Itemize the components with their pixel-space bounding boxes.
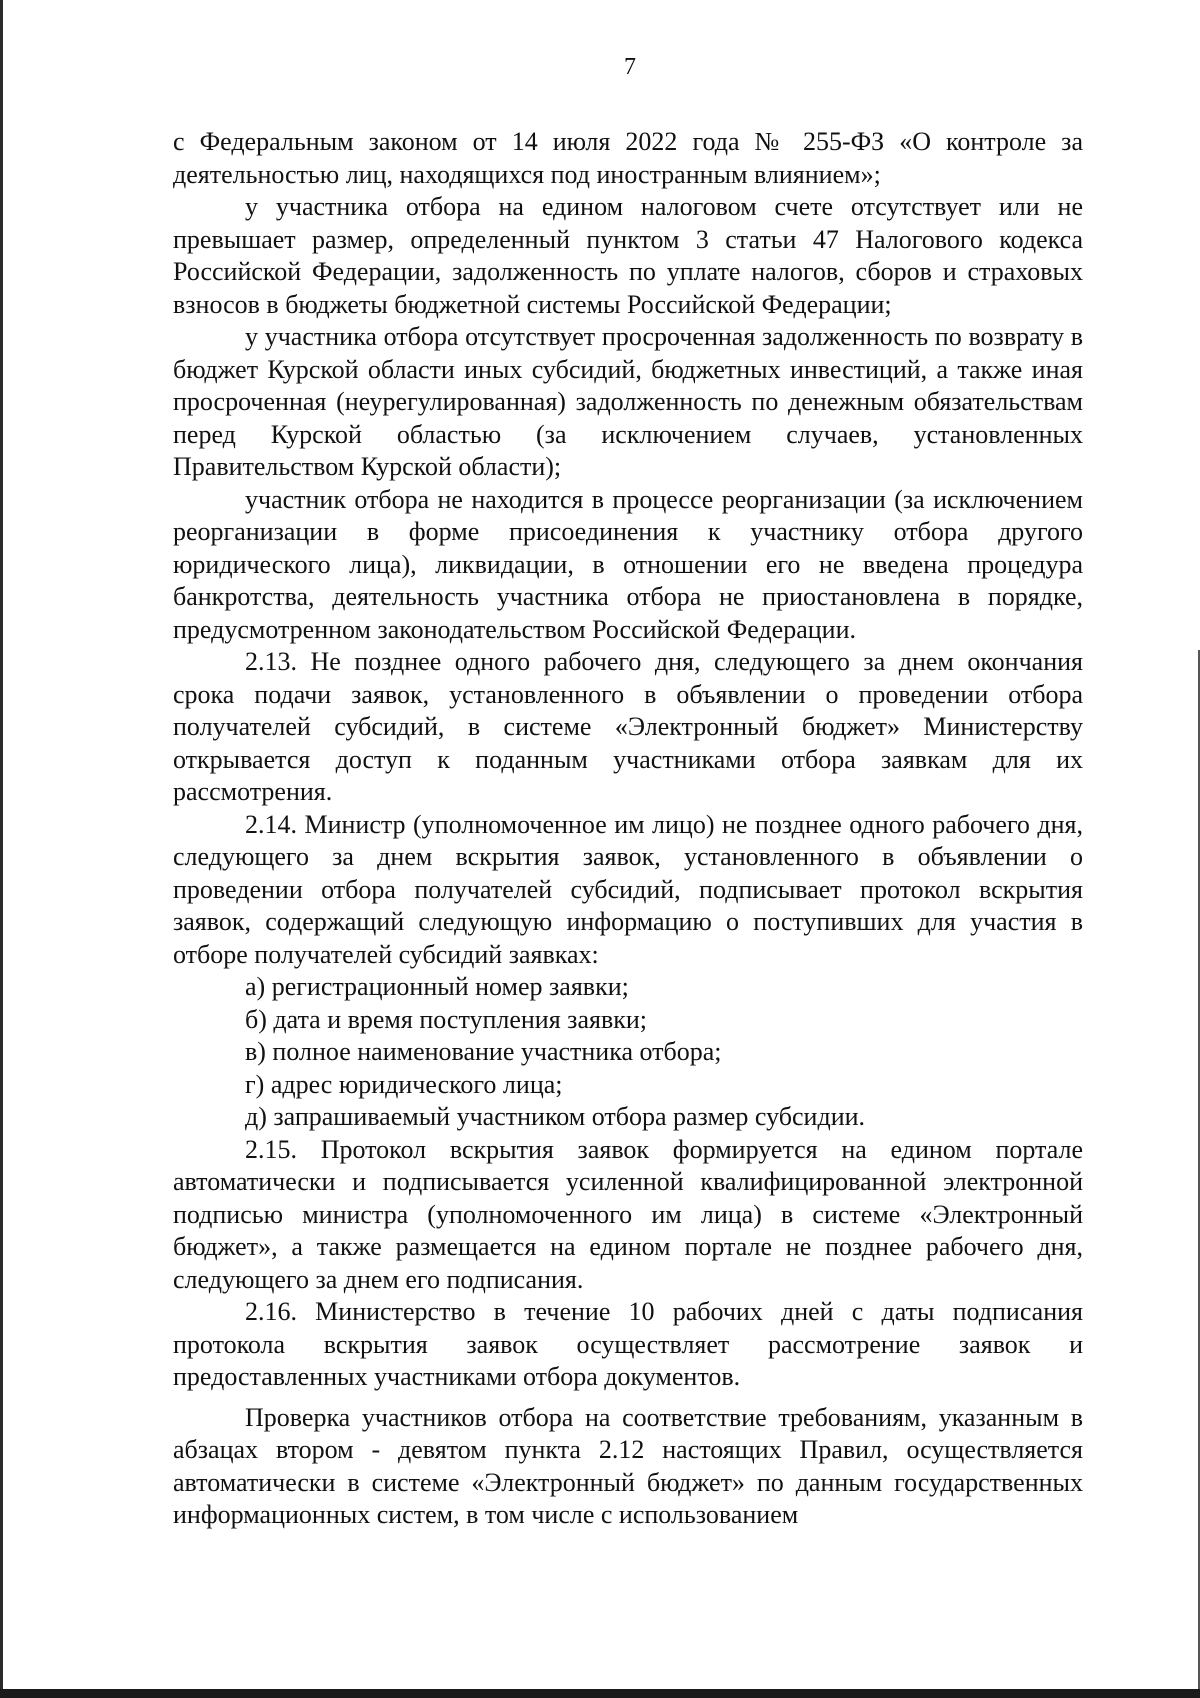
list-item-d: д) запрашиваемый участником отбора размер субсидии. <box>245 1102 866 1131</box>
page-number: 7 <box>624 54 636 80</box>
paragraph-2-14: 2.14. Министр (уполномоченное им лицо) не позднее одного рабочего дня, следующего за днем вскрытия заявок, установленного в объявлении о проведении отбора получателей субсидий, подписывает протокол вскрытия заявок, содержащий следующую информацию о поступивших для участия в отборе получателей субсидий заявках: <box>173 809 1083 969</box>
paragraph-reorganization: участник отбора не находится в процессе реорганизации (за исключением реорганизации в форме присоединения к участнику отбора другого юридического лица), ликвидации, в отношении его не введена процедура банкротства, деятельность участника отбора не приостановлена в порядке, предусмотренном законодательством Российской Федерации. <box>173 484 1083 644</box>
paragraph-continuation: с Федеральным законом от 14 июля 2022 года № 255-ФЗ «О контроле за деятельностью лиц, находящихся под иностранным влиянием»; <box>173 127 1083 189</box>
scan-border-left <box>0 0 3 1698</box>
paragraph-2-16: 2.16. Министерство в течение 10 рабочих дней с даты подписания протокола вскрытия заявок осуществляет рассмотрение заявок и предоставленных участниками отбора документов. <box>173 1297 1083 1391</box>
document-body <box>173 126 1083 1532</box>
list-item-a: а) регистрационный номер заявки; <box>245 972 629 1001</box>
paragraph-verification: Проверка участников отбора на соответствие требованиям, указанным в абзацах втором - девятом пункта 2.12 настоящих Правил, осуществляется автоматически в системе «Электронный бюджет» по данным государственных информационных систем, в том числе с использованием <box>173 1402 1083 1529</box>
scan-border-bottom <box>0 1689 1200 1698</box>
paragraph-tax-debt: у участника отбора на едином налоговом счете отсутствует или не превышает размер, определенный пунктом 3 статьи 47 Налогового кодекса Российской Федерации, задолженность по уплате налогов, сборов и страховых взносов в бюджеты бюджетной системы Российской Федерации; <box>173 192 1083 319</box>
paragraph-2-13: 2.13. Не позднее одного рабочего дня, следующего за днем окончания срока подачи заявок, установленного в объявлении о проведении отбора получателей субсидий, в системе «Электронный бюджет» Министерству открывается доступ к поданным участниками отбора заявкам для их рассмотрения. <box>173 647 1083 806</box>
list-item-g: г) адрес юридического лица; <box>245 1069 563 1099</box>
paragraph-overdue-debt: у участника отбора отсутствует просроченная задолженность по возврату в бюджет Курской области иных субсидий, бюджетных инвестиций, а также иная просроченная (неурегулированная) задолженность по денежным обязательствам перед Курской областью (за исключением случаев, установленных Правительством Курской области); <box>173 322 1083 481</box>
list-item-v: в) полное наименование участника отбора; <box>245 1037 722 1066</box>
list-item-b: б) дата и время поступления заявки; <box>245 1004 647 1034</box>
paragraph-2-15: 2.15. Протокол вскрытия заявок формируется на едином портале автоматически и подписывается усиленной квалифицированной электронной подписью министра (уполномоченного им лица) в системе «Электронный бюджет», а также размещается на едином портале не позднее рабочего дня, следующего за днем его подписания. <box>173 1134 1083 1294</box>
